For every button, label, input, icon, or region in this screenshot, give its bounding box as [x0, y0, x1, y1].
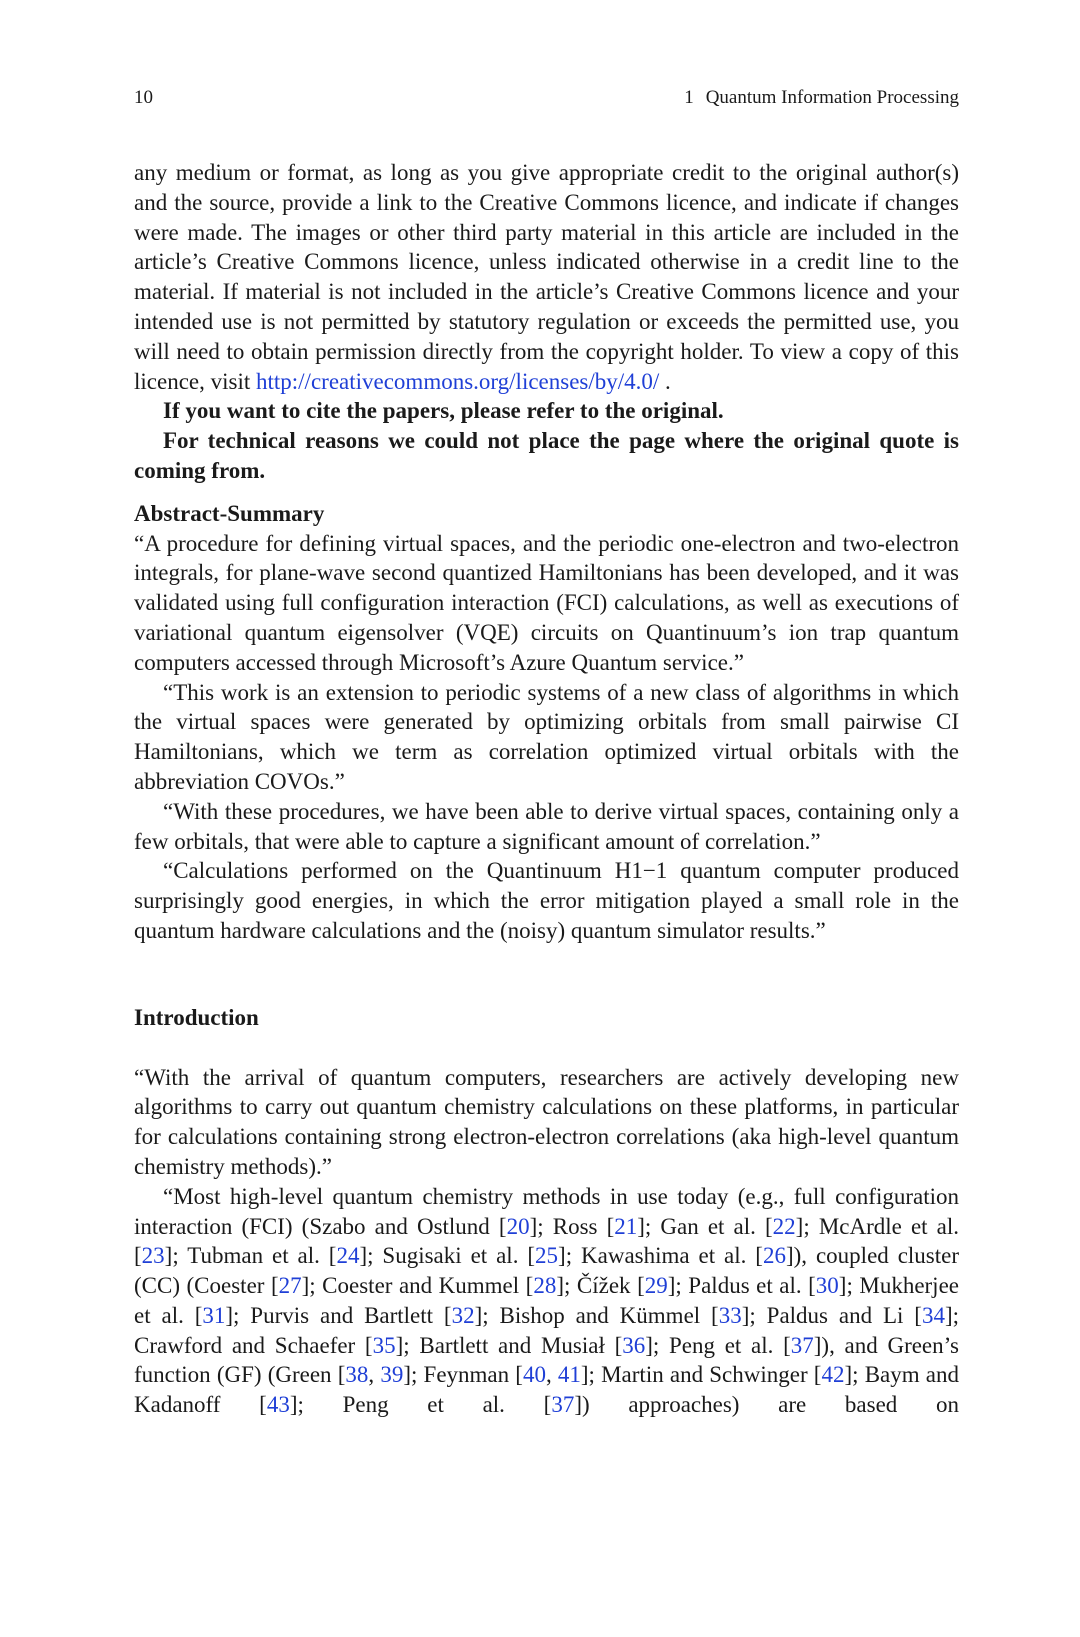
citation-link[interactable]: 42: [821, 1362, 845, 1388]
citation-link[interactable]: 21: [614, 1213, 638, 1239]
text-run: ]; Paldus et al. [: [667, 1273, 816, 1299]
cite-note: If you want to cite the papers, please refer to the original.: [163, 398, 724, 424]
text-run: ]; Mukherjee et al. [: [134, 1273, 959, 1328]
citation-link[interactable]: 30: [815, 1273, 839, 1299]
page-body: [134, 158, 959, 1420]
text-run: ]; Baym and Kadanoff [: [134, 1362, 960, 1418]
running-head: [134, 84, 959, 112]
abstract-paragraph-1: “A procedure for defining virtual spaces, and the periodic one-electron and two-electron integrals, for plane-wave second quantized Hamiltonians has been developed, and it was validated using full configuration interaction (FCI) calculations, as well as executions of variational quantum eigensolver (VQE) circuits on Quantinuum’s ion trap quantum computers accessed through Microsoft’s Azure Quantum service.”: [134, 530, 959, 675]
citation-link[interactable]: 22: [772, 1213, 796, 1239]
text-run: ]; Crawford and Schaefer [: [134, 1302, 960, 1358]
text-run: ]; Bishop and Kümmel [: [474, 1302, 719, 1328]
citation-link[interactable]: 35: [372, 1332, 396, 1358]
text-run: ]; Purvis and Bartlett [: [225, 1302, 452, 1328]
licence-paragraph: [134, 158, 959, 396]
text-run: ]; Coester and Kummel [: [301, 1273, 534, 1299]
citation-link[interactable]: 34: [921, 1302, 945, 1328]
citation-link[interactable]: 37: [551, 1392, 575, 1418]
text-run: ]; Feynman [: [403, 1362, 523, 1388]
chapter-title: Quantum Information Processing: [705, 87, 959, 108]
page-number: 10: [134, 87, 153, 108]
text-run: ]; Sugisaki et al. [: [359, 1243, 536, 1269]
page: [134, 84, 959, 1420]
citation-link[interactable]: 41: [557, 1362, 581, 1388]
citation-link[interactable]: 37: [790, 1332, 814, 1358]
chapter-heading: [684, 84, 959, 112]
introduction-paragraph-2: [134, 1182, 959, 1420]
text-run: ]), coupled cluster (CC) (Coester [: [134, 1243, 960, 1299]
text-run: ]; Paldus and Li [: [741, 1302, 922, 1328]
text-run: ]; Martin and Schwinger [: [580, 1362, 822, 1388]
citation-link[interactable]: 24: [336, 1243, 360, 1269]
citation-link[interactable]: 23: [141, 1243, 165, 1269]
introduction-paragraph-1: “With the arrival of quantum computers, researchers are actively developing new algorithms to carry out quantum chemistry calculations on these platforms, in particular for calculations containing strong electron-electron correlations (aka high-level quantum chemistry methods).”: [134, 1064, 959, 1179]
text-run: ]; Peng et al. [: [645, 1332, 791, 1358]
citation-link[interactable]: 31: [202, 1302, 226, 1328]
technical-note: For technical reasons we could not place the page where the original quote is coming from.: [134, 428, 959, 483]
text-run: ]; Tubman et al. [: [164, 1243, 337, 1269]
text-run: ]), and Green’s function (GF) (Green [: [134, 1332, 959, 1388]
text-run: ,: [545, 1362, 558, 1388]
text-run: ]; Peng et al. [: [289, 1392, 552, 1418]
text-run: ]; McArdle et al. [: [134, 1213, 960, 1269]
text-run: ]; Ross [: [529, 1213, 615, 1239]
citation-link[interactable]: 25: [535, 1243, 559, 1269]
introduction-heading: Introduction: [134, 1004, 259, 1030]
citation-link[interactable]: 29: [644, 1273, 668, 1299]
abstract-heading: Abstract-Summary: [134, 500, 325, 526]
text-run: ]; Gan et al. [: [637, 1213, 773, 1239]
licence-text: any medium or format, as long as you give appropriate credit to the original author(s) and the source, provide a link to the Creative Commons licence, and indicate if changes were made. The images or other third party material in this article are included in the article’s Creative Commons licence, unless indicated otherwise in a credit line to the material. If material is not included in the article’s Creative Commons licence and your intended use is not permitted by statutory regulation or exceeds the permitted use, you will need to obtain permission directly from the copyright holder. To view a copy of this licence, visit: [134, 160, 959, 394]
citation-link[interactable]: 43: [266, 1392, 290, 1418]
licence-trailer: .: [659, 368, 671, 394]
citation-link[interactable]: 28: [533, 1273, 557, 1299]
text-run: “Most high-level quantum chemistry methods in use today (e.g., full configuration interaction (FCI) (Szabo and Ostlund [: [134, 1183, 959, 1239]
text-run: ]; Čížek [: [556, 1273, 645, 1299]
text-run: ]; Kawashima et al. [: [558, 1243, 763, 1269]
text-run: ]; Bartlett and Musiał [: [395, 1332, 623, 1358]
citation-link[interactable]: 26: [762, 1243, 786, 1269]
citation-link[interactable]: 39: [380, 1362, 404, 1388]
chapter-number: 1: [684, 87, 694, 108]
citation-link[interactable]: 36: [622, 1332, 646, 1358]
licence-link[interactable]: http://creativecommons.org/licenses/by/4.0/: [256, 368, 660, 394]
abstract-paragraph-4: “Calculations performed on the Quantinuum H1−1 quantum computer produced surprisingly good energies, in which the error mitigation played a small role in the quantum hardware calculations and the (noisy) quantum simulator results.”: [134, 858, 959, 943]
abstract-paragraph-3: “With these procedures, we have been able to derive virtual spaces, containing only a few orbitals, that were able to capture a significant amount of correlation.”: [134, 798, 959, 854]
citation-link[interactable]: 38: [345, 1362, 369, 1388]
abstract-paragraph-2: “This work is an extension to periodic systems of a new class of algorithms in which the virtual spaces were generated by optimizing orbitals from small pairwise CI Hamiltonians, which we term as correlation optimized virtual orbitals with the abbreviation COVOs.”: [134, 679, 959, 794]
citation-link[interactable]: 32: [451, 1302, 475, 1328]
text-run: ,: [368, 1362, 381, 1388]
citation-link[interactable]: 33: [718, 1302, 742, 1328]
citation-link[interactable]: 20: [506, 1213, 530, 1239]
citation-link[interactable]: 40: [522, 1362, 546, 1388]
text-run: ]) approaches) are based on: [574, 1392, 960, 1418]
citation-link[interactable]: 27: [278, 1273, 302, 1299]
